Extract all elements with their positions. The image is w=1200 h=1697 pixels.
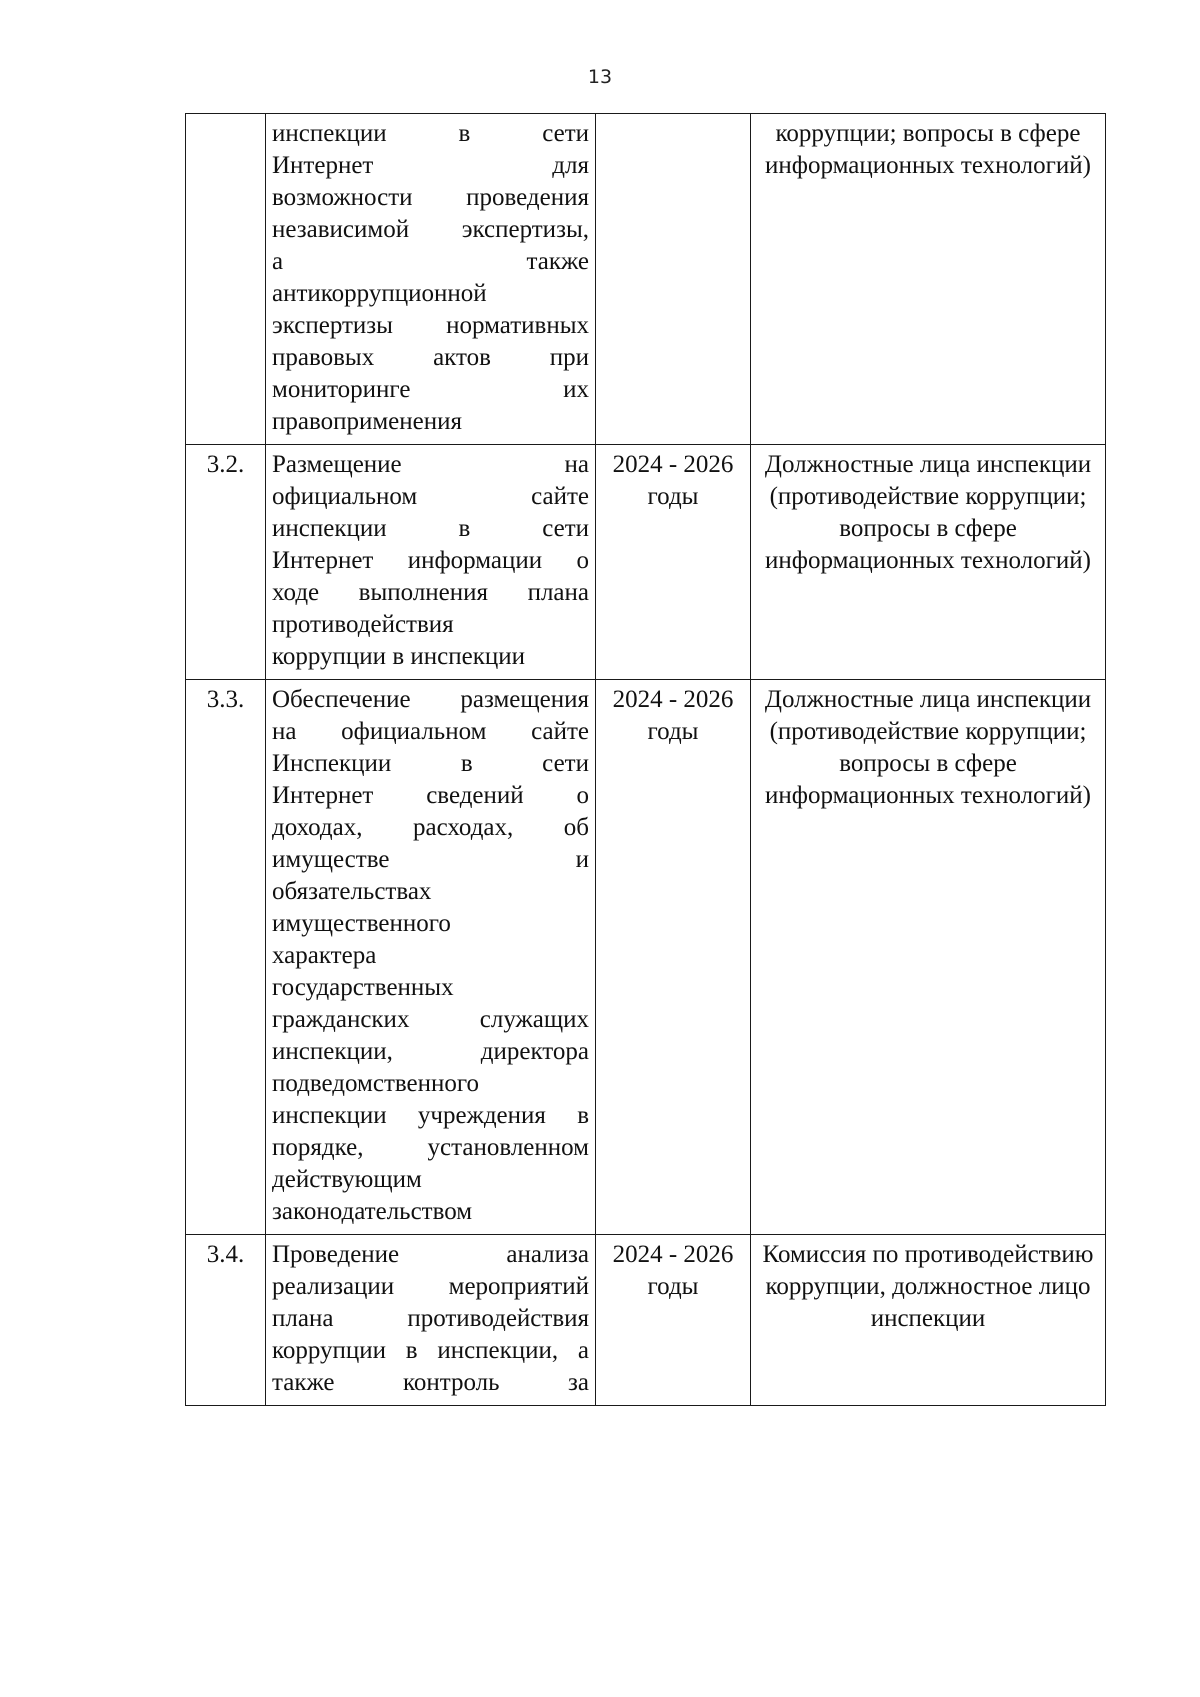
description-line: Интернет информации о [272, 547, 589, 574]
description-line: на официальном сайте [272, 718, 589, 745]
item-number: 3.2. [186, 445, 266, 680]
item-number [186, 114, 266, 445]
responsible-persons: коррупции; вопросы в сфере информационных технологий) [751, 114, 1106, 445]
description-line: инспекции учреждения в [272, 1102, 589, 1129]
page-number: 13 [587, 66, 613, 88]
item-number: 3.3. [186, 680, 266, 1235]
description-line: официальном сайте [272, 483, 589, 510]
description-line: характера [272, 942, 377, 969]
description-line: коррупции в инспекции, а [272, 1337, 589, 1364]
description-line: Инспекции в сети [272, 750, 589, 777]
description-line: подведомственного [272, 1070, 480, 1097]
description-line: Обеспечение размещения [272, 686, 589, 713]
description-line: доходах, расходах, об [272, 814, 589, 841]
execution-term: 2024 - 2026 годы [596, 1235, 751, 1406]
description-line: правовых актов при [272, 344, 589, 371]
description-line: противодействия [272, 611, 454, 638]
description-line: государственных [272, 974, 454, 1001]
table-row [186, 1235, 1106, 1406]
execution-term [596, 114, 751, 445]
execution-term: 2024 - 2026 годы [596, 445, 751, 680]
measure-description [266, 680, 596, 1235]
description-line: плана противодействия [272, 1305, 589, 1332]
description-line: инспекции в сети [272, 515, 589, 542]
description-line: имущественного [272, 910, 451, 937]
description-line: а также [272, 248, 589, 275]
measures-table [185, 113, 1106, 1406]
description-line: антикоррупционной [272, 280, 487, 307]
table-row [186, 114, 1106, 445]
description-line: возможности проведения [272, 184, 589, 211]
item-number: 3.4. [186, 1235, 266, 1406]
description-line: гражданских служащих [272, 1006, 589, 1033]
description-line: Размещение на [272, 451, 589, 478]
description-line: ходе выполнения плана [272, 579, 589, 606]
description-line: мониторинге их [272, 376, 589, 403]
description-line: Интернет для [272, 152, 589, 179]
measure-description [266, 445, 596, 680]
description-line: Проведение анализа [272, 1241, 589, 1268]
description-line: реализации мероприятий [272, 1273, 589, 1300]
description-line: имуществе и [272, 846, 589, 873]
responsible-persons: Должностные лица инспекции (противодействие коррупции; вопросы в сфере информационных технологий) [751, 445, 1106, 680]
description-line: экспертизы нормативных [272, 312, 589, 339]
description-line: Интернет сведений о [272, 782, 589, 809]
description-line: инспекции, директора [272, 1038, 589, 1065]
execution-term: 2024 - 2026 годы [596, 680, 751, 1235]
description-line: порядке, установленном [272, 1134, 589, 1161]
responsible-persons: Должностные лица инспекции (противодействие коррупции; вопросы в сфере информационных технологий) [751, 680, 1106, 1235]
description-line: независимой экспертизы, [272, 216, 589, 243]
description-line: правоприменения [272, 408, 463, 435]
description-line: инспекции в сети [272, 120, 589, 147]
description-line: коррупции в инспекции [272, 643, 525, 670]
table-row [186, 445, 1106, 680]
measure-description [266, 1235, 596, 1406]
responsible-persons: Комиссия по противодействию коррупции, должностное лицо инспекции [751, 1235, 1106, 1406]
description-line: обязательствах [272, 878, 432, 905]
description-line: также контроль за [272, 1369, 589, 1396]
description-line: законодательством [272, 1198, 473, 1225]
measure-description [266, 114, 596, 445]
description-line: действующим [272, 1166, 422, 1193]
table-row [186, 680, 1106, 1235]
